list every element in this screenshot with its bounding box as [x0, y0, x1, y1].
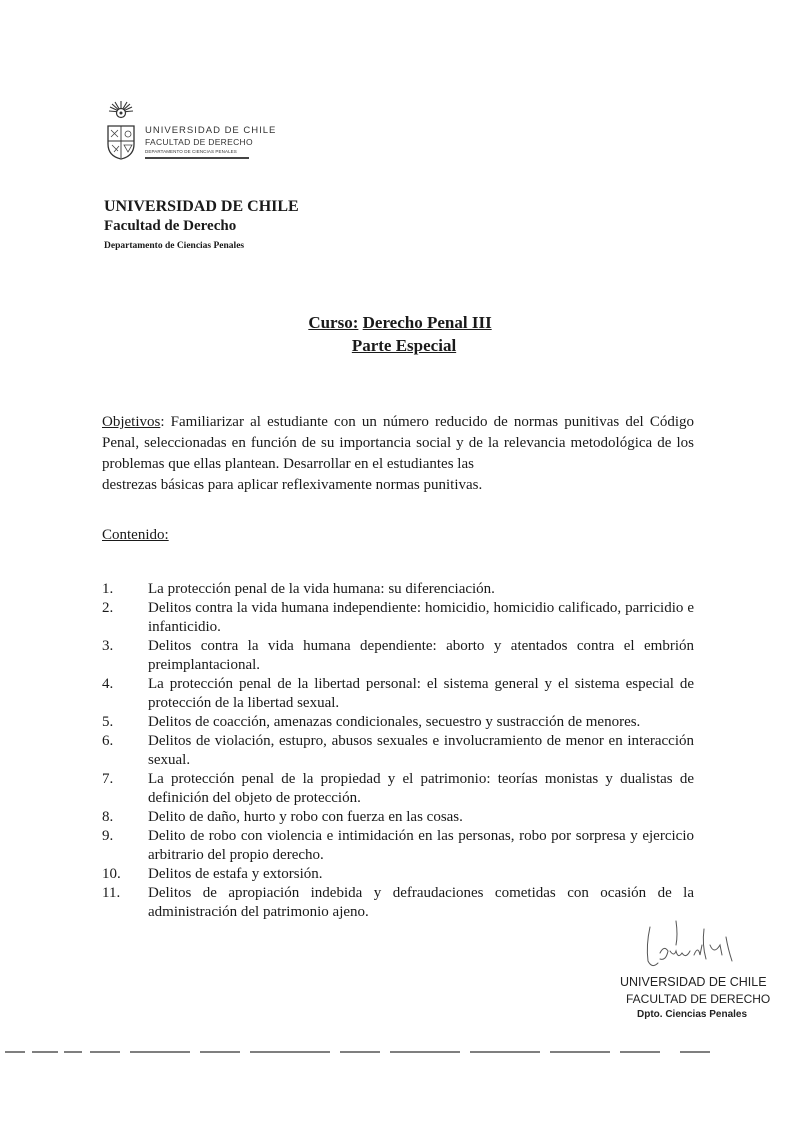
course-subtitle-text: Parte Especial: [351, 336, 457, 355]
objectives-text: : Familiarizar al estudiante con un número reducido de normas punitivas del Código Penal, seleccionadas en función de su importancia social y de la relevancia metodológica de los problemas que ellas plantean. Desarrollar en el estudiantes las: [102, 414, 694, 472]
objectives-label: Objetivos: [102, 414, 161, 430]
university-shield-icon: [106, 124, 136, 160]
list-item-number: 5.: [102, 714, 114, 730]
list-item-text: Delitos contra la vida humana dependiente: aborto y atentados contra el embrión preimplantacional.: [148, 638, 694, 673]
course-title: [0, 313, 800, 333]
list-item-number: 10.: [102, 866, 121, 882]
header-department: Departamento de Ciencias Penales: [104, 241, 245, 251]
content-list: [102, 580, 694, 922]
list-item-text: Delitos de violación, estupro, abusos sexuales e involucramiento de menor en interacción sexual.: [148, 733, 694, 768]
content-list-item: [102, 884, 694, 922]
list-item-text: Delitos de apropiación indebida y defraudaciones cometidas con ocasión de la administración del patrimonio ajeno.: [148, 885, 694, 920]
content-list-item: [102, 732, 694, 770]
list-item-number: 7.: [102, 771, 114, 787]
course-name: Derecho Penal III: [362, 313, 492, 332]
objectives-paragraph: [102, 412, 694, 496]
list-item-text: La protección penal de la propiedad y el patrimonio: teorías monistas y dualistas de definición del objeto de protección.: [148, 771, 694, 806]
logo-university-text: UNIVERSIDAD DE CHILE: [145, 125, 277, 136]
content-list-item: [102, 713, 694, 732]
content-list-item: [102, 827, 694, 865]
list-item-text: La protección penal de la libertad personal: el sistema general y el sistema especial de protección de la libertad sexual.: [148, 676, 694, 711]
stamp-faculty: FACULTAD DE DERECHO: [626, 992, 771, 1006]
list-item-text: Delito de robo con violencia e intimidación en las personas, robo por sorpresa y ejercicio arbitrario del propio derecho.: [148, 828, 694, 863]
content-list-item: [102, 637, 694, 675]
logo-department-text: DEPARTAMENTO DE CIENCIAS PENALES: [145, 149, 237, 154]
header-university: UNIVERSIDAD DE CHILE: [104, 198, 299, 215]
content-heading: [102, 527, 169, 544]
list-item-number: 4.: [102, 676, 114, 692]
list-item-number: 3.: [102, 638, 114, 654]
logo-divider: [145, 157, 249, 159]
list-item-text: Delitos de estafa y extorsión.: [148, 866, 323, 882]
list-item-text: La protección penal de la vida humana: su diferenciación.: [148, 581, 495, 597]
handwritten-signature: [636, 915, 746, 977]
page-bottom-dashed-line: [0, 1049, 800, 1055]
list-item-number: 11.: [102, 885, 121, 901]
list-item-number: 9.: [102, 828, 114, 844]
content-list-item: [102, 770, 694, 808]
content-list-item: [102, 865, 694, 884]
stamp-university: UNIVERSIDAD DE CHILE: [620, 975, 767, 989]
content-list-item: [102, 675, 694, 713]
objectives-text-last-line: destrezas básicas para aplicar reflexivamente normas punitivas.: [102, 477, 483, 493]
list-item-number: 2.: [102, 600, 114, 616]
header-faculty: Facultad de Derecho: [104, 218, 237, 234]
list-item-number: 8.: [102, 809, 114, 825]
content-label: Contenido: [102, 527, 165, 543]
list-item-text: Delitos de coacción, amenazas condicionales, secuestro y sustracción de menores.: [148, 714, 641, 730]
university-sun-icon: [108, 100, 134, 124]
course-subtitle: [0, 336, 800, 356]
list-item-text: Delitos contra la vida humana independiente: homicidio, homicidio calificado, parricidio e infanticidio.: [148, 600, 694, 635]
content-label-suffix: :: [164, 527, 169, 543]
content-list-item: [102, 808, 694, 827]
logo-faculty-text: FACULTAD DE DERECHO: [145, 137, 253, 147]
list-item-number: 1.: [102, 581, 114, 597]
content-list-item: [102, 580, 694, 599]
course-label: Curso:: [308, 313, 359, 332]
stamp-department: Dpto. Ciencias Penales: [637, 1009, 748, 1020]
content-list-item: [102, 599, 694, 637]
list-item-text: Delito de daño, hurto y robo con fuerza en las cosas.: [148, 809, 463, 825]
list-item-number: 6.: [102, 733, 114, 749]
